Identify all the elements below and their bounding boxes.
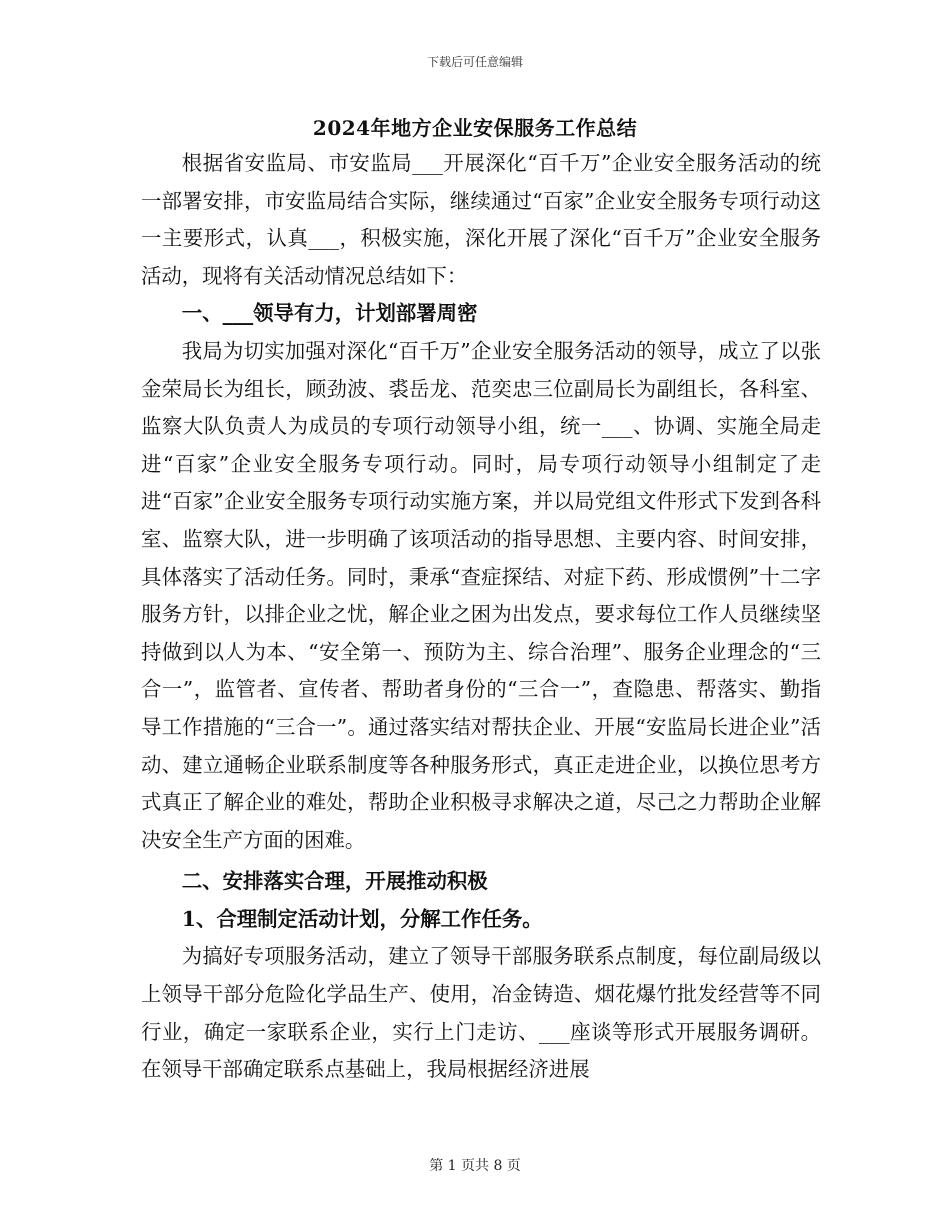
section-1-paragraph: 我局为切实加强对深化“百千万”企业安全服务活动的领导，成立了以张金荣局长为组长，顾劲波、裘岳龙、范奕忠三位副局长为副组长，各科室、监察大队负责人为成员的专项行动领导小组，统一___、协调、实施全局走进“百家”企业安全服务专项行动。同时，局专项行动领导小组制定了走进“百家”企业安全服务专项行动实施方案，并以局党组文件形式下发到各科室、监察大队，进一步明确了该项活动的指导思想、主要内容、时间安排，具体落实了活动任务。同时，秉承“查症探结、对症下药、形成惯例”十二字服务方针，以排企业之忧，解企业之困为出发点，要求每位工作人员继续坚持做到以人为本、“安全第一、预防为主、综合治理”、服务企业理念的“三合一”，监管者、宣传者、帮助者身份的“三合一”，查隐患、帮落实、勤指导工作措施的“三合一”。通过落实结对帮扶企业、开展“安监局长进企业”活动、建立通畅企业联系制度等各种服务形式，真正走进企业，以换位思考方式真正了解企业的难处，帮助企业积极寻求解决之道，尽己之力帮助企业解决安全生产方面的困难。 bbox=[141, 338, 821, 852]
intro-paragraph: 根据省安监局、市安监局___开展深化“百千万”企业安全服务活动的统一部署安排，市安监局结合实际，继续通过“百家”企业安全服务专项行动这一主要形式，认真___，积极实施，深化开展了深化“百千万”企业安全服务活动，现将有关活动情况总结如下： bbox=[141, 151, 821, 288]
section-heading-2: 二、安排落实合理，开展推动积极 bbox=[181, 869, 488, 894]
subsection-heading-1: 1、合理制定活动计划，分解工作任务。 bbox=[181, 906, 543, 931]
section-heading-1: 一、___领导有力，计划部署周密 bbox=[181, 301, 478, 326]
page-footer: 第 1 页共 8 页 bbox=[429, 1158, 521, 1174]
page-header: 下载后可任意编辑 bbox=[426, 55, 523, 69]
subsection-1-paragraph: 为搞好专项服务活动，建立了领导干部服务联系点制度，每位副局级以上领导干部分危险化学品生产、使用，冶金铸造、烟花爆竹批发经营等不同行业，确定一家联系企业，实行上门走访、___座谈等形式开展服务调研。在领导干部确定联系点基础上，我局根据经济进展 bbox=[141, 944, 821, 1082]
document-title: 2024年地方企业安保服务工作总结 bbox=[312, 116, 638, 140]
document-body bbox=[141, 145, 821, 1089]
